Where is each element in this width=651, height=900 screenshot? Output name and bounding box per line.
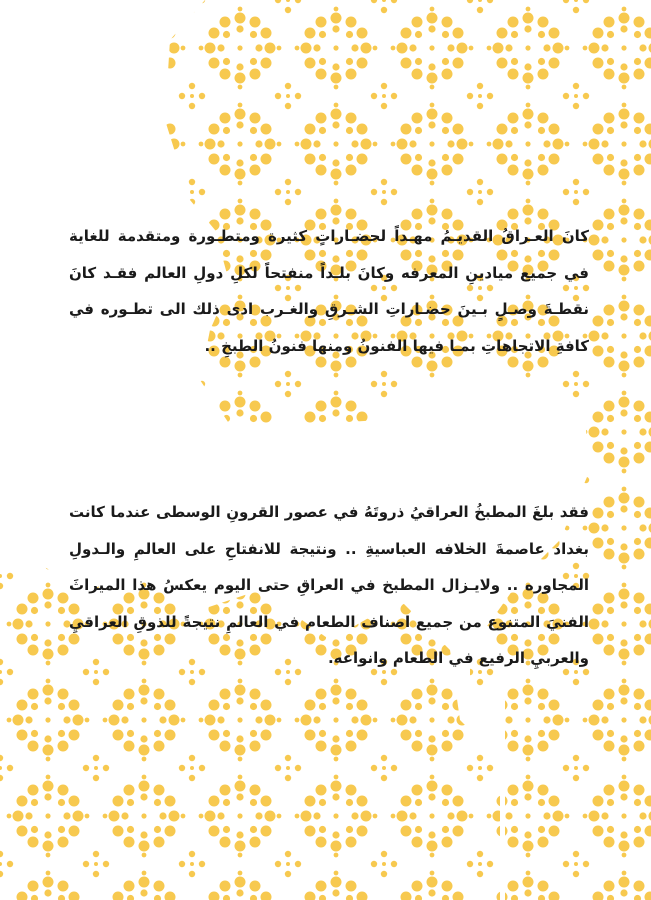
cuisine-paragraph: فقد بلغَ المطبخُ العراقيُ ذروتَهُ في عصور القرونِ الوسطى عندما كانت بغداد عاصمةَ الخلافه العباسيةِ .. ونتيجة للانفتاحِ على العالمِ والـدولِ المجاوره .. ولايـزال المطبخ في العراقِ حتى اليوم يعكسُ هذا الميراثَ الفنيَ المتنوع من جميع اصناف الطعام في العالمِ نتيجةً للذوقِ العراقيِ والعربيِ الرفيع في الطعام وانواعه. <box>69 503 589 667</box>
intro-paragraph: كانَ العـراقُ القديـمُ مهـداً لحضـاراتٍ كثيرة ومتطـورة ومتقدمة للغاية في جميع ميادينِ المعرفه وكانَ بلـداً منفتحاً لكلِ دولِ العالم فقـد كانَ نقطـةَ وصـلٍ بـينَ حضـاراتِ الشـرقِ والغـرب ادى ذلك الى تطـوره في كافةِ الاتجاهاتِ بمـا فيها الفنونُ ومنها فنونُ الطبخِ .. <box>69 227 589 355</box>
